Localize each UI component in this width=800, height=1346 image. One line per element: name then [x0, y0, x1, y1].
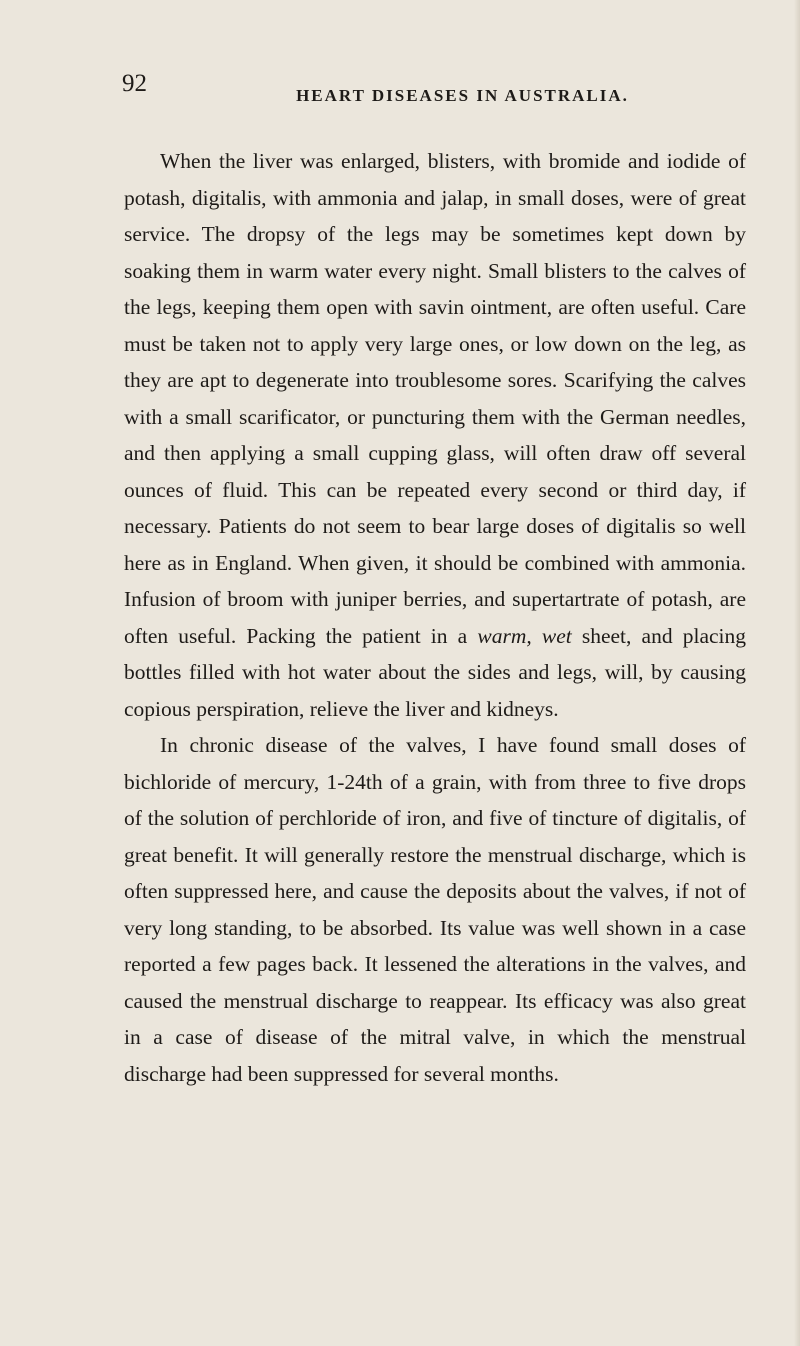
body-text: [124, 143, 746, 1092]
paragraph-1-text-b: sheet, and placing bottles filled with hot water about the sides and legs, will, by causing copious perspiration, relieve the liver and kidneys.: [124, 623, 747, 721]
page-edge-shadow: [794, 0, 800, 1346]
page-number: 92: [122, 70, 147, 97]
running-head: HEART DISEASES IN AUSTRALIA.: [296, 86, 629, 105]
paragraph-1-text-a: When the liver was enlarged, blisters, with bromide and iodide of potash, digitalis, with ammonia and jalap, in small doses, were of great service. The dropsy of the legs may be sometimes kept down by soaking them in warm water every night. Small blisters to the calves of the legs, keeping them open with savin ointment, are often useful. Care must be taken not to apply very large ones, or low down on the leg, as they are apt to degenerate into troublesome sores. Scarifying the calves with a small scarificator, or puncturing them with the German needles, and then applying a small cupping glass, will often draw off several ounces of fluid. This can be repeated every second or third day, if necessary. Patients do not seem to bear large doses of digitalis so well here as in England. When given, it should be combined with ammonia. Infusion of broom with juniper berries, and supertartrate of potash, are often useful. Packing the patient in a: [124, 149, 746, 648]
paragraph-1-italic: warm, wet: [477, 623, 572, 648]
paragraph-2: In chronic disease of the valves, I have found small doses of bichloride of mercury, 1-24th of a grain, with from three to five drops of the solution of perchloride of iron, and five of tincture of digitalis, of great benefit. It will generally restore the menstrual discharge, which is often suppressed here, and cause the deposits about the valves, if not of very long standing, to be absorbed. Its value was well shown in a case reported a few pages back. It lessened the alterations in the valves, and caused the menstrual discharge to reappear. Its efficacy was also great in a case of disease of the mitral valve, in which the menstrual discharge had been suppressed for several months.: [124, 733, 746, 1086]
paragraph-1: [124, 143, 746, 727]
